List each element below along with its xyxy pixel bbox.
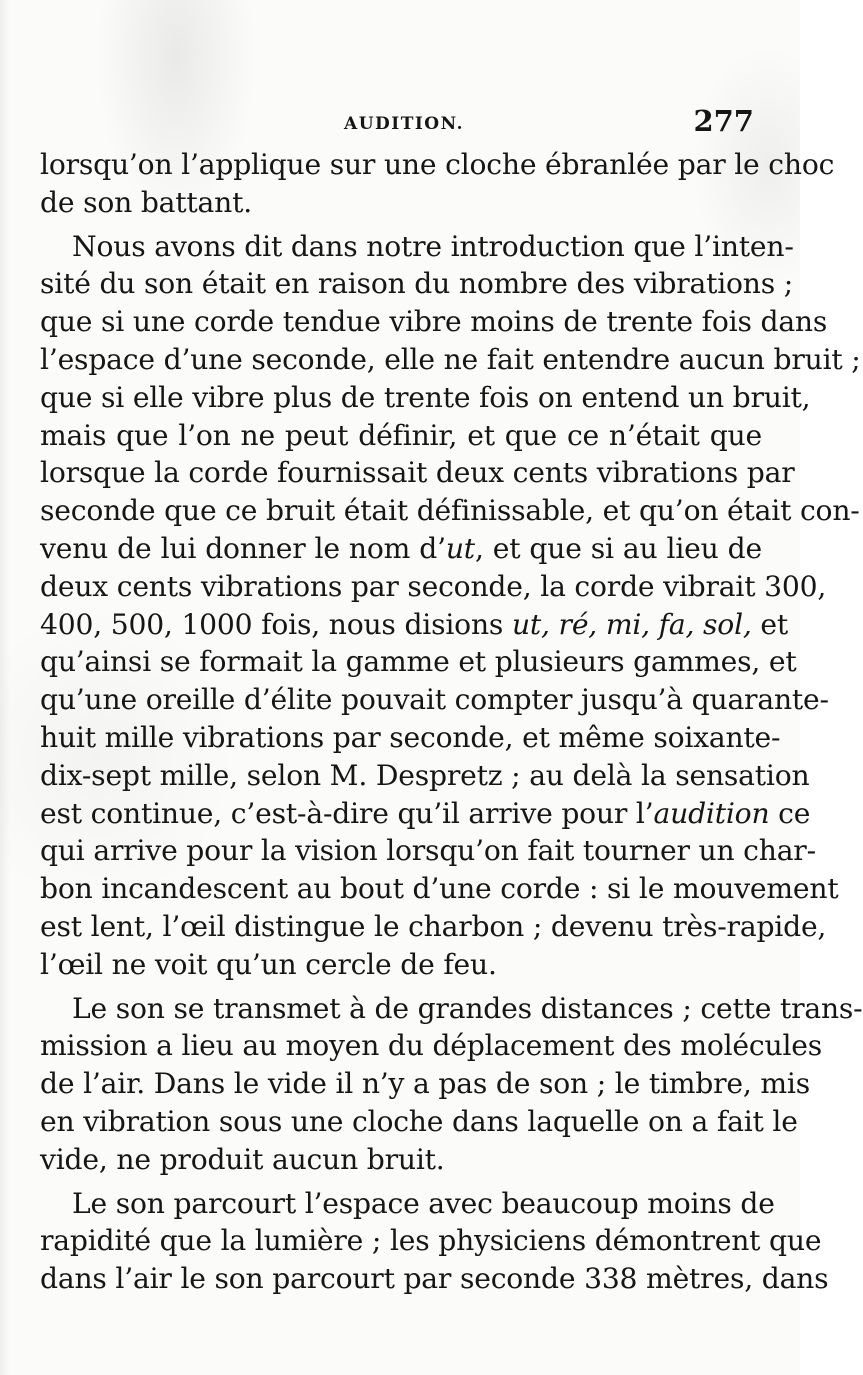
text-line: [40, 303, 828, 341]
text-span: est continue, c’est-à-dire qu’il arrive pour l’: [40, 796, 654, 830]
text-span: que si elle vibre plus de trente fois on entend un bruit,: [40, 380, 811, 414]
paragraph-continuation: [40, 146, 835, 222]
page-number: 277: [693, 104, 754, 138]
text-span: l’œil ne voit qu’un cercle de feu.: [40, 947, 497, 981]
paragraph: [40, 990, 863, 1179]
text-span: deux cents vibrations par seconde, la corde vibrait 300,: [40, 569, 827, 603]
text-line: [40, 908, 827, 946]
text-span: Nous avons dit dans notre introduction que l’inten-: [72, 229, 794, 263]
text-line: [40, 946, 762, 984]
text-line: [40, 492, 860, 530]
text-line: [40, 1027, 823, 1065]
text-line: [40, 606, 789, 644]
text-line: [40, 1185, 775, 1223]
text-span: de l’air. Dans le vide il n’y a pas de son ; le timbre, mis: [40, 1067, 811, 1101]
text-span: 400, 500, 1000 fois, nous disions: [40, 607, 512, 641]
text-span: qu’une oreille d’élite pouvait compter jusqu’à quarante-: [40, 683, 829, 717]
text-span: huit mille vibrations par seconde, et même soixante-: [40, 720, 781, 754]
text-line: [40, 681, 829, 719]
running-title: AUDITION.: [344, 114, 464, 134]
text-line: [40, 530, 762, 568]
text-span: que si une corde tendue vibre moins de trente fois dans: [40, 305, 828, 339]
text-line: [40, 568, 827, 606]
page-header: [40, 104, 756, 144]
text-line: [40, 379, 811, 417]
text-line: [40, 1260, 829, 1298]
text-span: , et que si au lieu de: [474, 531, 762, 565]
text-span: qui arrive pour la vision lorsqu’on fait tourner un char-: [40, 834, 816, 868]
text-span: bon incandescent au bout d’une corde : si le mouvement: [40, 872, 839, 906]
text-span: l’espace d’une seconde, elle ne fait entendre aucun bruit ;: [40, 342, 861, 376]
text-line: [40, 832, 816, 870]
text-span: seconde que ce bruit était définissable, et qu’on était con-: [40, 494, 860, 528]
text-span: dans l’air le son parcourt par seconde 338 mètres, dans: [40, 1262, 829, 1296]
italic-term: ut: [445, 531, 475, 565]
text-span: rapidité que la lumière ; les physiciens démontrent que: [40, 1224, 822, 1258]
text-span: et: [751, 607, 789, 641]
text-line: [40, 417, 762, 455]
text-span: en vibration sous une cloche dans laquelle on a fait le: [40, 1104, 798, 1138]
text-line: [40, 870, 839, 908]
text-span: dix-sept mille, selon M. Despretz ; au delà la sensation: [40, 758, 810, 792]
text-line: [40, 454, 795, 492]
text-line: [40, 643, 797, 681]
text-span: Le son parcourt l’espace avec beaucoup moins de: [72, 1186, 775, 1220]
text-line: [40, 228, 794, 266]
text-span: qu’ainsi se formait la gamme et plusieurs gammes, et: [40, 645, 797, 679]
text-line: [40, 146, 835, 184]
paragraph: [40, 1185, 829, 1298]
text-line: [40, 265, 794, 303]
text-line: [40, 1103, 798, 1141]
italic-term: ut, ré, mi, fa, sol,: [511, 607, 752, 641]
text-span: Le son se transmet à de grandes distances ; cette trans-: [72, 991, 863, 1025]
text-line: [40, 757, 810, 795]
text-line: [40, 341, 861, 379]
text-span: sité du son était en raison du nombre des vibrations ;: [40, 267, 794, 301]
italic-term: audition: [653, 796, 770, 830]
text-span: lorsque la corde fournissait deux cents vibrations par: [40, 456, 795, 490]
paragraph: [40, 228, 861, 984]
text-line: [40, 1065, 811, 1103]
text-span: mission a lieu au moyen du déplacement des molécules: [40, 1029, 823, 1063]
text-span: ce: [769, 796, 811, 830]
text-span: vide, ne produit aucun bruit.: [40, 1142, 445, 1176]
text-line: [40, 795, 811, 833]
text-span: venu de lui donner le nom d’: [40, 531, 446, 565]
text-span: de son battant.: [40, 185, 252, 219]
body-text: [40, 146, 863, 1298]
text-span: lorsqu’on l’applique sur une cloche ébranlée par le choc: [40, 148, 835, 181]
text-line: [40, 184, 762, 222]
text-span: est lent, l’œil distingue le charbon ; devenu très-rapide,: [40, 909, 827, 943]
text-span: mais que l’on ne peut définir, et que ce n’était que: [40, 418, 762, 452]
text-line: [40, 1222, 822, 1260]
text-line: [40, 1141, 762, 1179]
text-line: [40, 719, 781, 757]
text-line: [40, 990, 863, 1028]
